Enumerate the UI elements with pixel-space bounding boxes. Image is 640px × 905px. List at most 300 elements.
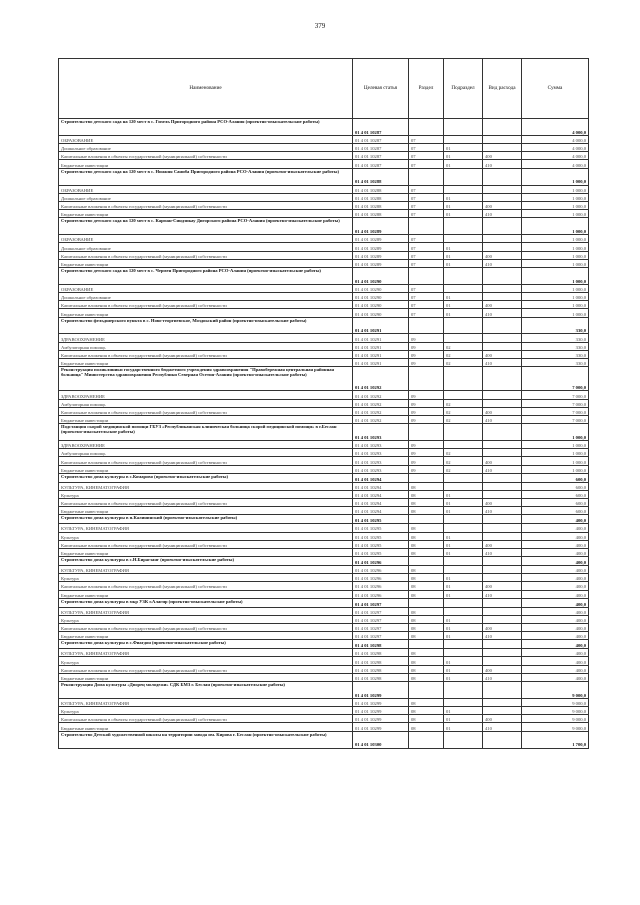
cell-expense-type: 410 <box>483 723 522 731</box>
cell-sum: 7 000,0 <box>522 407 589 415</box>
cell-expense-type <box>483 144 522 152</box>
cell-name: Строительство детского сада на 120 мест в с. Гизель Пригородного района РСО-Алания (проектно-изыскательские работы) <box>59 119 353 136</box>
cell-sum: 600,0 <box>522 473 589 482</box>
table-row-item <box>59 473 589 482</box>
cell-expense-type <box>483 317 522 334</box>
cell-sum: 400,0 <box>522 515 589 524</box>
cell-sum: 1 000,0 <box>522 251 589 259</box>
cell-code: 01 4 01 10297 <box>353 623 409 631</box>
table-row-breakdown <box>59 201 589 209</box>
cell-expense-type <box>483 119 522 136</box>
cell-section: 09 <box>409 407 444 415</box>
cell-code: 01 4 01 10288 <box>353 185 409 193</box>
table-row-breakdown <box>59 524 589 532</box>
table-row-breakdown <box>59 399 589 407</box>
cell-name: Капитальные вложения в объекты государственной (муниципальной) собственности <box>59 457 353 465</box>
cell-section <box>409 640 444 649</box>
cell-sum: 330,0 <box>522 350 589 358</box>
cell-section <box>409 731 444 748</box>
cell-name: Капитальные вложения в объекты государственной (муниципальной) собственности <box>59 251 353 259</box>
cell-expense-type <box>483 598 522 607</box>
cell-expense-type <box>483 565 522 573</box>
table-row-item <box>59 424 589 441</box>
cell-section <box>409 515 444 524</box>
cell-subsection <box>444 119 483 136</box>
cell-section: 08 <box>409 574 444 582</box>
cell-section: 07 <box>409 301 444 309</box>
cell-name: Дошкольное образование <box>59 144 353 152</box>
cell-section: 07 <box>409 135 444 143</box>
cell-subsection: 01 <box>444 152 483 160</box>
cell-name: Бюджетные инвестиции <box>59 210 353 218</box>
table-row-breakdown <box>59 465 589 473</box>
cell-expense-type: 400 <box>483 582 522 590</box>
cell-section: 09 <box>409 350 444 358</box>
table-row-breakdown <box>59 723 589 731</box>
cell-section: 08 <box>409 548 444 556</box>
cell-expense-type <box>483 185 522 193</box>
cell-subsection <box>444 681 483 698</box>
cell-name: Капитальные вложения в объекты государственной (муниципальной) собственности <box>59 407 353 415</box>
cell-subsection <box>444 482 483 490</box>
cell-expense-type <box>483 367 522 391</box>
cell-subsection: 01 <box>444 499 483 507</box>
cell-section: 09 <box>409 342 444 350</box>
cell-section: 08 <box>409 565 444 573</box>
table-row-breakdown <box>59 350 589 358</box>
cell-name: Капитальные вложения в объекты государственной (муниципальной) собственности <box>59 582 353 590</box>
cell-subsection <box>444 317 483 334</box>
cell-expense-type: 400 <box>483 499 522 507</box>
table-row-breakdown <box>59 259 589 267</box>
cell-section: 08 <box>409 665 444 673</box>
cell-expense-type: 410 <box>483 465 522 473</box>
cell-subsection: 02 <box>444 465 483 473</box>
cell-code: 01 4 01 10289 <box>353 218 409 235</box>
cell-expense-type <box>483 649 522 657</box>
table-row-breakdown <box>59 507 589 515</box>
cell-expense-type: 410 <box>483 210 522 218</box>
cell-subsection: 01 <box>444 657 483 665</box>
cell-expense-type: 400 <box>483 301 522 309</box>
cell-name: Строительство дома культуры в мкр УЗК г.Алагир (проектно-изыскательские работы) <box>59 598 353 607</box>
cell-subsection <box>444 367 483 391</box>
cell-section: 08 <box>409 649 444 657</box>
cell-code: 01 4 01 10296 <box>353 557 409 566</box>
cell-expense-type: 400 <box>483 540 522 548</box>
cell-sum: 1 000,0 <box>522 465 589 473</box>
cell-name: Бюджетные инвестиции <box>59 359 353 367</box>
cell-section <box>409 317 444 334</box>
table-row-item <box>59 681 589 698</box>
cell-expense-type: 410 <box>483 673 522 681</box>
cell-sum: 1 000,0 <box>522 235 589 243</box>
cell-sum: 330,0 <box>522 342 589 350</box>
cell-sum: 600,0 <box>522 499 589 507</box>
cell-name: Капитальные вложения в объекты государственной (муниципальной) собственности <box>59 301 353 309</box>
cell-sum: 400,0 <box>522 632 589 640</box>
cell-section: 08 <box>409 673 444 681</box>
cell-section: 09 <box>409 399 444 407</box>
cell-expense-type: 400 <box>483 152 522 160</box>
cell-sum: 400,0 <box>522 582 589 590</box>
table-row-breakdown <box>59 284 589 292</box>
table-row-breakdown <box>59 623 589 631</box>
cell-name: Культура <box>59 657 353 665</box>
cell-section: 07 <box>409 144 444 152</box>
cell-subsection: 02 <box>444 407 483 415</box>
cell-name: Строительство дома культуры в с.Н.Бирагзанг (проектно-изыскательские работы) <box>59 557 353 566</box>
cell-name: КУЛЬТУРА, КИНЕМАТОГРАФИЯ <box>59 565 353 573</box>
cell-section: 07 <box>409 251 444 259</box>
cell-sum: 9 000,0 <box>522 698 589 706</box>
cell-subsection <box>444 235 483 243</box>
cell-subsection <box>444 334 483 342</box>
cell-section: 07 <box>409 293 444 301</box>
cell-section: 08 <box>409 715 444 723</box>
cell-code: 01 4 01 10287 <box>353 119 409 136</box>
cell-section <box>409 168 444 185</box>
cell-section <box>409 424 444 441</box>
cell-expense-type: 400 <box>483 251 522 259</box>
cell-code: 01 4 01 10290 <box>353 309 409 317</box>
table-row-breakdown <box>59 359 589 367</box>
cell-subsection: 01 <box>444 723 483 731</box>
cell-expense-type <box>483 399 522 407</box>
cell-subsection <box>444 515 483 524</box>
cell-sum: 1 000,0 <box>522 293 589 301</box>
cell-name: Строительство Детской художественной школы на территории завода им. Кирова г. Беслан (проектно-изыскательские работы) <box>59 731 353 748</box>
table-row-breakdown <box>59 457 589 465</box>
cell-subsection: 01 <box>444 160 483 168</box>
cell-expense-type <box>483 193 522 201</box>
cell-subsection: 01 <box>444 615 483 623</box>
cell-expense-type <box>483 218 522 235</box>
table-row-breakdown <box>59 649 589 657</box>
cell-sum: 9 000,0 <box>522 707 589 715</box>
cell-subsection <box>444 218 483 235</box>
table-row-item <box>59 367 589 391</box>
table-row-item <box>59 168 589 185</box>
cell-code: 01 4 01 10287 <box>353 144 409 152</box>
cell-name: Бюджетные инвестиции <box>59 590 353 598</box>
cell-expense-type <box>483 293 522 301</box>
cell-subsection: 01 <box>444 507 483 515</box>
cell-section: 08 <box>409 490 444 498</box>
cell-sum: 400,0 <box>522 590 589 598</box>
cell-section: 07 <box>409 235 444 243</box>
cell-expense-type: 400 <box>483 457 522 465</box>
table-row-breakdown <box>59 235 589 243</box>
cell-sum: 600,0 <box>522 482 589 490</box>
cell-expense-type <box>483 681 522 698</box>
cell-expense-type <box>483 449 522 457</box>
table-row-item <box>59 598 589 607</box>
cell-code: 01 4 01 10292 <box>353 407 409 415</box>
table-row-breakdown <box>59 441 589 449</box>
cell-expense-type <box>483 391 522 399</box>
cell-code: 01 4 01 10290 <box>353 293 409 301</box>
cell-subsection: 02 <box>444 457 483 465</box>
cell-expense-type <box>483 135 522 143</box>
cell-subsection: 01 <box>444 715 483 723</box>
cell-code: 01 4 01 10293 <box>353 457 409 465</box>
table-row-breakdown <box>59 135 589 143</box>
cell-section: 07 <box>409 210 444 218</box>
cell-name: Капитальные вложения в объекты государственной (муниципальной) собственности <box>59 152 353 160</box>
header-name: Наименование <box>59 59 353 119</box>
cell-sum: 4 000,0 <box>522 152 589 160</box>
cell-section <box>409 473 444 482</box>
cell-sum: 400,0 <box>522 565 589 573</box>
cell-expense-type <box>483 524 522 532</box>
cell-code: 01 4 01 10291 <box>353 334 409 342</box>
cell-expense-type <box>483 267 522 284</box>
cell-subsection: 01 <box>444 548 483 556</box>
cell-code: 01 4 01 10295 <box>353 548 409 556</box>
cell-code: 01 4 01 10288 <box>353 201 409 209</box>
cell-code: 01 4 01 10297 <box>353 615 409 623</box>
table-header-row <box>59 59 589 119</box>
cell-name: ЗДРАВООХРАНЕНИЕ <box>59 334 353 342</box>
cell-name: Бюджетные инвестиции <box>59 309 353 317</box>
cell-section: 07 <box>409 259 444 267</box>
cell-section: 07 <box>409 160 444 168</box>
cell-name: Строительство детского сада на 120 мест в с. Нижняя Саниба Пригородного района РСО-Алания (проектно-изыскательские работы) <box>59 168 353 185</box>
cell-name: КУЛЬТУРА, КИНЕМАТОГРАФИЯ <box>59 524 353 532</box>
cell-sum: 9 000,0 <box>522 681 589 698</box>
cell-section <box>409 557 444 566</box>
cell-subsection <box>444 284 483 292</box>
table-row-item <box>59 515 589 524</box>
table-row-breakdown <box>59 152 589 160</box>
table-row-breakdown <box>59 574 589 582</box>
cell-name: ОБРАЗОВАНИЕ <box>59 185 353 193</box>
cell-sum: 600,0 <box>522 507 589 515</box>
cell-subsection: 01 <box>444 707 483 715</box>
cell-expense-type <box>483 532 522 540</box>
cell-code: 01 4 01 10287 <box>353 135 409 143</box>
cell-code: 01 4 01 10294 <box>353 499 409 507</box>
cell-expense-type: 400 <box>483 715 522 723</box>
cell-sum: 1 000,0 <box>522 259 589 267</box>
cell-expense-type <box>483 698 522 706</box>
cell-code: 01 4 01 10287 <box>353 160 409 168</box>
cell-section: 08 <box>409 632 444 640</box>
cell-section: 07 <box>409 193 444 201</box>
cell-name: ОБРАЗОВАНИЕ <box>59 284 353 292</box>
table-row-breakdown <box>59 715 589 723</box>
cell-section: 09 <box>409 359 444 367</box>
page-number: 379 <box>314 22 326 30</box>
cell-name: Капитальные вложения в объекты государственной (муниципальной) собственности <box>59 715 353 723</box>
cell-subsection <box>444 168 483 185</box>
table-row-breakdown <box>59 391 589 399</box>
cell-sum: 330,0 <box>522 317 589 334</box>
cell-sum: 1 000,0 <box>522 218 589 235</box>
cell-code: 01 4 01 10289 <box>353 259 409 267</box>
table-row-breakdown <box>59 490 589 498</box>
cell-subsection <box>444 557 483 566</box>
cell-name: Бюджетные инвестиции <box>59 673 353 681</box>
cell-sum: 400,0 <box>522 665 589 673</box>
cell-name: Строительство дома культуры в п.Калининский (проектно-изыскательские работы) <box>59 515 353 524</box>
cell-sum: 400,0 <box>522 540 589 548</box>
cell-code: 01 4 01 10299 <box>353 715 409 723</box>
table-row-item <box>59 317 589 334</box>
cell-sum: 400,0 <box>522 557 589 566</box>
cell-code: 01 4 01 10294 <box>353 482 409 490</box>
header-code: Целевая статья <box>353 59 409 119</box>
table-row-breakdown <box>59 415 589 423</box>
cell-name: ЗДРАВООХРАНЕНИЕ <box>59 391 353 399</box>
cell-section <box>409 119 444 136</box>
cell-code: 01 4 01 10296 <box>353 582 409 590</box>
cell-subsection: 02 <box>444 449 483 457</box>
cell-section: 08 <box>409 698 444 706</box>
cell-expense-type <box>483 607 522 615</box>
table-row-breakdown <box>59 193 589 201</box>
cell-sum: 1 000,0 <box>522 441 589 449</box>
cell-expense-type <box>483 615 522 623</box>
cell-expense-type <box>483 473 522 482</box>
cell-section: 08 <box>409 482 444 490</box>
table-row-breakdown <box>59 342 589 350</box>
cell-section: 08 <box>409 590 444 598</box>
cell-name: Строительство детского сада на 120 мест в с. Чермен Пригородного района РСО-Алания (проектно-изыскательские работы) <box>59 267 353 284</box>
header-sum: Сумма <box>522 59 589 119</box>
cell-subsection <box>444 424 483 441</box>
cell-code: 01 4 01 10295 <box>353 515 409 524</box>
cell-sum: 1 000,0 <box>522 201 589 209</box>
cell-sum: 4 000,0 <box>522 160 589 168</box>
cell-subsection: 01 <box>444 301 483 309</box>
cell-name: Дошкольное образование <box>59 193 353 201</box>
cell-expense-type <box>483 168 522 185</box>
cell-expense-type <box>483 657 522 665</box>
cell-code: 01 4 01 10291 <box>353 317 409 334</box>
cell-section: 08 <box>409 507 444 515</box>
cell-name: Бюджетные инвестиции <box>59 507 353 515</box>
cell-expense-type <box>483 284 522 292</box>
cell-sum: 400,0 <box>522 524 589 532</box>
cell-section: 07 <box>409 201 444 209</box>
cell-sum: 9 000,0 <box>522 715 589 723</box>
cell-subsection <box>444 565 483 573</box>
table-row-breakdown <box>59 499 589 507</box>
cell-expense-type: 400 <box>483 623 522 631</box>
table-row-breakdown <box>59 540 589 548</box>
table-row-breakdown <box>59 160 589 168</box>
cell-sum: 7 000,0 <box>522 367 589 391</box>
cell-subsection: 02 <box>444 415 483 423</box>
cell-name: Культура <box>59 574 353 582</box>
cell-section: 08 <box>409 707 444 715</box>
cell-sum: 330,0 <box>522 334 589 342</box>
cell-expense-type: 410 <box>483 632 522 640</box>
cell-code: 01 4 01 10288 <box>353 168 409 185</box>
cell-subsection: 01 <box>444 623 483 631</box>
cell-name: Строительство фельдшерского пункта в с. Ново-георгиевское, Моздокский район (проектно-изыскательские работы) <box>59 317 353 334</box>
table-row-breakdown <box>59 251 589 259</box>
cell-section <box>409 367 444 391</box>
cell-expense-type <box>483 243 522 251</box>
cell-name: Бюджетные инвестиции <box>59 548 353 556</box>
cell-code: 01 4 01 10290 <box>353 267 409 284</box>
header-subsection: Подраздел <box>444 59 483 119</box>
cell-name: Культура <box>59 490 353 498</box>
cell-name: КУЛЬТУРА, КИНЕМАТОГРАФИЯ <box>59 649 353 657</box>
cell-code: 01 4 01 10290 <box>353 284 409 292</box>
cell-section: 07 <box>409 152 444 160</box>
cell-code: 01 4 01 10292 <box>353 399 409 407</box>
cell-sum: 7 000,0 <box>522 399 589 407</box>
table-row-breakdown <box>59 698 589 706</box>
table-row-breakdown <box>59 582 589 590</box>
cell-section <box>409 598 444 607</box>
cell-expense-type: 400 <box>483 665 522 673</box>
cell-subsection <box>444 607 483 615</box>
cell-code: 01 4 01 10299 <box>353 723 409 731</box>
cell-name: Бюджетные инвестиции <box>59 632 353 640</box>
cell-section: 08 <box>409 582 444 590</box>
cell-sum: 400,0 <box>522 548 589 556</box>
table-row-item <box>59 731 589 748</box>
cell-sum: 400,0 <box>522 649 589 657</box>
cell-name: ОБРАЗОВАНИЕ <box>59 135 353 143</box>
cell-subsection <box>444 267 483 284</box>
table-row-breakdown <box>59 548 589 556</box>
cell-sum: 1 000,0 <box>522 449 589 457</box>
cell-name: ОБРАЗОВАНИЕ <box>59 235 353 243</box>
table-row-breakdown <box>59 590 589 598</box>
cell-subsection <box>444 391 483 399</box>
cell-sum: 4 000,0 <box>522 135 589 143</box>
cell-code: 01 4 01 10296 <box>353 574 409 582</box>
table-row-breakdown <box>59 615 589 623</box>
cell-expense-type <box>483 441 522 449</box>
cell-code: 01 4 01 10289 <box>353 251 409 259</box>
cell-name: Строительство дома культуры в с.Фиагдон (проектно-изыскательские работы) <box>59 640 353 649</box>
table-row-item <box>59 267 589 284</box>
header-expense-type: Вид расхода <box>483 59 522 119</box>
cell-code: 01 4 01 10292 <box>353 391 409 399</box>
cell-expense-type: 410 <box>483 548 522 556</box>
cell-subsection <box>444 135 483 143</box>
cell-code: 01 4 01 10295 <box>353 524 409 532</box>
cell-subsection <box>444 473 483 482</box>
cell-code: 01 4 01 10293 <box>353 465 409 473</box>
header-section: Раздел <box>409 59 444 119</box>
cell-name: КУЛЬТУРА, КИНЕМАТОГРАФИЯ <box>59 482 353 490</box>
cell-subsection: 01 <box>444 251 483 259</box>
cell-sum: 1 000,0 <box>522 243 589 251</box>
cell-section: 07 <box>409 243 444 251</box>
table-row-breakdown <box>59 632 589 640</box>
cell-name: Капитальные вложения в объекты государственной (муниципальной) собственности <box>59 350 353 358</box>
table-row-breakdown <box>59 243 589 251</box>
cell-sum: 1 000,0 <box>522 424 589 441</box>
cell-expense-type <box>483 334 522 342</box>
cell-expense-type: 410 <box>483 415 522 423</box>
cell-code: 01 4 01 10298 <box>353 649 409 657</box>
cell-expense-type <box>483 342 522 350</box>
cell-subsection <box>444 524 483 532</box>
table-row-breakdown <box>59 185 589 193</box>
cell-expense-type <box>483 235 522 243</box>
cell-code: 01 4 01 10289 <box>353 235 409 243</box>
cell-subsection: 01 <box>444 293 483 301</box>
